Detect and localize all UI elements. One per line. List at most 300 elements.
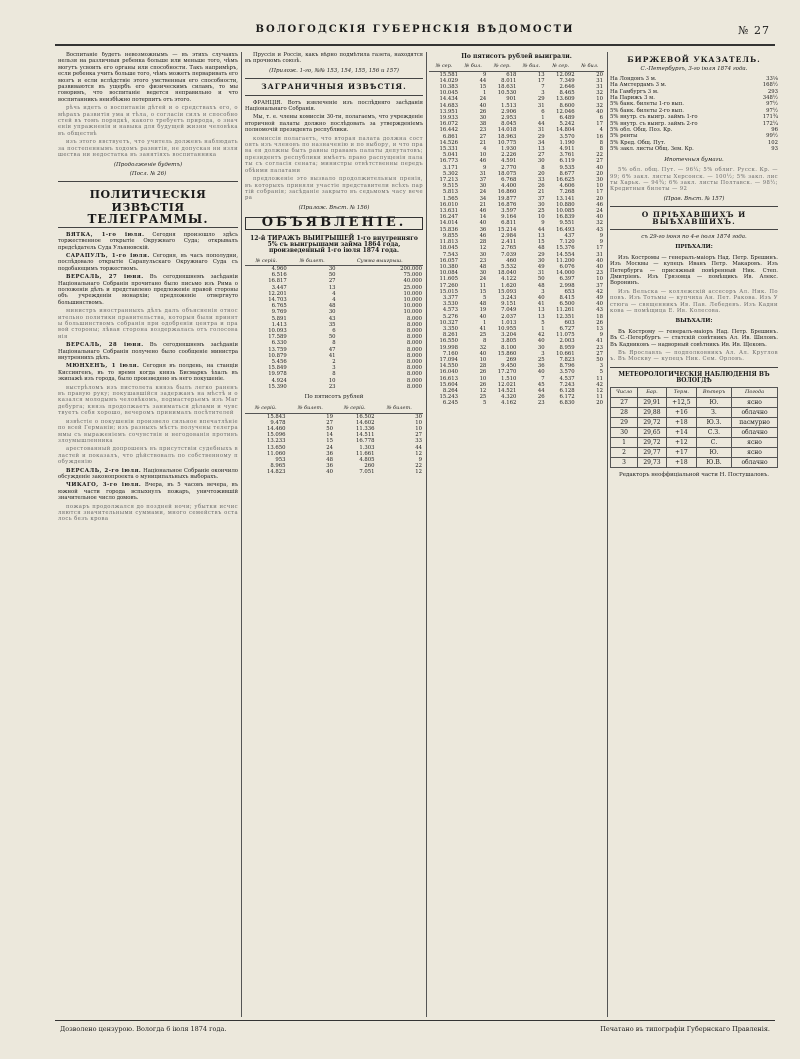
- dispatch-text: Вчера, въ 5 часовъ вечера, въ южной части города вспыхнулъ пожаръ, уничтожившій значительное число домовъ.: [58, 482, 238, 502]
- table-cell: 20: [537, 170, 545, 177]
- table-cell: 16.860: [497, 189, 517, 196]
- table-cell: 8.415: [559, 294, 575, 301]
- table-cell: 13.141: [556, 195, 575, 202]
- mortgage-index-note: (Прав. Вѣст. № 157): [663, 195, 725, 202]
- divider: [610, 367, 778, 368]
- dispatch: [58, 232, 238, 251]
- divider: [245, 95, 423, 96]
- table-cell: 12.201: [268, 290, 287, 297]
- exchange-label: 5% внутр. съ выигр. займъ 1-го: [610, 114, 698, 121]
- table-row: [429, 400, 604, 406]
- exchange-row: [610, 146, 778, 152]
- text-filler: Въ Ярославль — подполковникъ Ал. Ал. Кругловъ. Въ Москву — купецъ Ник. Сем. Орловъ.: [610, 350, 778, 363]
- table-cell: 7.268: [559, 189, 575, 196]
- exchange-label: 5% ренты: [610, 133, 638, 140]
- table-cell: 9.535: [559, 164, 575, 171]
- table-cell: 10: [415, 426, 422, 433]
- table-cell: 10.530: [497, 90, 517, 97]
- table-cell: 31: [596, 251, 603, 258]
- table-cell: 16.778: [355, 438, 375, 445]
- table-cell: 10: [596, 183, 603, 190]
- table-cell: З.: [696, 407, 731, 417]
- table-cell: 8.000: [406, 383, 422, 390]
- table-cell: 7.120: [559, 239, 575, 246]
- table-cell: 30: [328, 309, 336, 316]
- exchange-value: 172¼: [762, 120, 778, 127]
- table-cell: 27: [596, 350, 603, 357]
- table-cell: 7.051: [359, 469, 375, 476]
- table-cell: 1.513: [501, 102, 517, 109]
- table-cell: 20: [596, 170, 603, 177]
- table-cell: 2: [611, 447, 638, 457]
- table-cell: 50: [537, 276, 545, 283]
- table-row: [245, 384, 423, 390]
- table-cell: 19.978: [268, 371, 287, 378]
- table-cell: 48: [326, 457, 333, 464]
- table-cell: 10: [415, 419, 422, 426]
- table-cell: 8.011: [501, 77, 517, 84]
- table-cell: 9: [482, 164, 487, 171]
- table-cell: пасмурно: [732, 417, 778, 427]
- table-cell: 27: [328, 278, 336, 285]
- text-filler: Изъ Вельска — коллежскій ассесоръ Ал. Ник. Поповъ. Изъ Тотьмы — купчиха Ан. Пет. Ракова. Изъ Устюга — священникъ Ив. Пав. Лебедевъ. Изъ Кадникова — помѣщица Е. Ив. Колесова.: [610, 288, 778, 314]
- table-cell: 5.456: [271, 359, 287, 365]
- table-cell: 11: [596, 394, 603, 401]
- meteo-table: [610, 387, 778, 468]
- column-header: Число: [611, 387, 638, 397]
- table-cell: 7.049: [501, 307, 517, 314]
- table-cell: 8.100: [501, 344, 517, 351]
- table-cell: 14.823: [266, 469, 286, 476]
- table-cell: 6: [599, 115, 603, 122]
- table-cell: 13: [537, 232, 545, 239]
- table-cell: 1.930: [501, 146, 517, 153]
- table-cell: 14.434: [439, 96, 459, 103]
- table-cell: 31: [596, 84, 603, 91]
- table-cell: 6.489: [559, 115, 575, 122]
- table-cell: 12: [415, 469, 422, 476]
- table-cell: 10.045: [439, 90, 459, 97]
- table-cell: 17.589: [268, 334, 287, 341]
- table-cell: 7: [541, 84, 545, 91]
- table-cell: 1: [541, 325, 545, 332]
- table-cell: 15.390: [268, 383, 287, 390]
- table-header-row: [245, 257, 423, 266]
- table-cell: 11.075: [556, 332, 575, 339]
- table-cell: 11.060: [266, 450, 286, 457]
- table-cell: 16.839: [556, 214, 575, 221]
- table-cell: 3.570: [559, 369, 575, 376]
- table-cell: 45: [537, 381, 545, 388]
- text-filler: изъ этого явствуетъ, что учитель долженъ наблюдать за постепеннымъ ходомъ развитія, не допуская ни излишества ни недостатка въ занятіяхъ воспитанника: [58, 139, 238, 159]
- dispatch: [58, 274, 238, 306]
- table-cell: 3.570: [559, 133, 575, 140]
- table-cell: 17.260: [439, 282, 459, 289]
- table-cell: 3: [332, 365, 336, 372]
- column-header: № сер.: [546, 62, 576, 71]
- table-cell: 9: [599, 232, 603, 239]
- table-cell: 6.500: [559, 301, 575, 308]
- table-cell: 40: [537, 369, 545, 376]
- table-cell: 50: [596, 356, 603, 363]
- table-cell: 9.151: [501, 301, 517, 308]
- table-cell: 14.554: [556, 251, 575, 258]
- table-cell: 1: [541, 115, 545, 122]
- table-cell: 7: [541, 375, 545, 382]
- table-cell: 11.336: [355, 426, 375, 433]
- table-cell: 40: [479, 350, 487, 357]
- table-cell: 36: [326, 450, 333, 457]
- table-cell: 3: [611, 457, 638, 467]
- table-cell: 16.817: [268, 278, 287, 285]
- table-cell: 10: [596, 276, 603, 283]
- table-cell: 29,72: [638, 437, 667, 447]
- table-cell: 2.998: [559, 282, 575, 289]
- table-cell: 6.076: [559, 263, 575, 270]
- table-cell: 17.213: [439, 177, 459, 184]
- top-paragraph: Пруссія и Россія, какъ вѣрно подмѣтила газета, находятся въ прочномъ союзѣ.: [245, 52, 423, 65]
- table-cell: 43: [596, 307, 603, 314]
- table-cell: 1.565: [442, 195, 459, 202]
- table-cell: 14.521: [497, 387, 517, 394]
- table-cell: 6.128: [559, 387, 575, 394]
- dispatch-place: ВЯТКА, 1-го іюля.: [66, 231, 145, 238]
- column-header: № билет.: [376, 404, 423, 413]
- table-cell: 30: [596, 177, 603, 184]
- table-cell: 25: [537, 208, 545, 215]
- table-cell: 26: [479, 108, 487, 115]
- politics-heading: ПОЛИТИЧЕСКІЯ ИЗВѢСТІЯ: [89, 188, 207, 215]
- table-cell: 12: [479, 245, 487, 252]
- table-cell: 35: [328, 321, 336, 328]
- table-cell: 7.349: [559, 77, 575, 84]
- foreign-news-heading: ЗАГРАНИЧНЫЯ ИЗВѢСТІЯ.: [261, 82, 407, 92]
- dispatch-place: ЧИКАГО, 3-го іюля.: [66, 482, 142, 489]
- table-cell: 40: [596, 263, 603, 270]
- table-cell: 14.511: [355, 432, 375, 439]
- table-cell: 901: [506, 96, 517, 103]
- table-cell: 20: [596, 71, 603, 78]
- table-cell: 9: [482, 71, 487, 78]
- table-cell: 15.214: [497, 226, 517, 233]
- table-cell: 43: [328, 315, 336, 322]
- table-cell: 12: [596, 387, 603, 394]
- table-cell: 9.769: [271, 309, 287, 316]
- top-index-note: (Прилож. 1-го, №№ 153, 154, 155, 156 и 157): [269, 67, 399, 74]
- exchange-list: [610, 76, 778, 153]
- top-rule: [55, 44, 775, 46]
- table-cell: 13: [328, 284, 336, 291]
- table-row: [245, 469, 423, 475]
- table-cell: 23: [537, 400, 545, 407]
- table-cell: 8.000: [406, 334, 422, 341]
- table-cell: 3.761: [559, 152, 575, 159]
- table-cell: +18: [666, 457, 696, 467]
- winnings-table-heading: По пятисотъ рублей выиграли.: [461, 53, 572, 60]
- table-cell: 24: [479, 276, 487, 283]
- table-cell: 20: [596, 195, 603, 202]
- table-cell: 26: [537, 394, 545, 401]
- table-cell: 10.380: [439, 263, 459, 270]
- table-cell: 8.264: [442, 387, 459, 394]
- table-cell: 4.162: [501, 400, 517, 407]
- table-cell: 1.303: [359, 444, 375, 451]
- table-cell: 16: [596, 133, 603, 140]
- table-cell: 8.000: [406, 377, 422, 384]
- table-cell: 4.320: [501, 394, 517, 401]
- column-1: [58, 52, 238, 1012]
- table-cell: 2.037: [501, 313, 517, 320]
- table-cell: 30: [479, 115, 487, 122]
- table-cell: 11.813: [439, 239, 459, 246]
- text-filler: выстрѣломъ изъ пистолета князь былъ легко раненъ въ правую руку; покушавшійся задержанъ на мѣстѣ и оказался молодымъ человѣкомъ, подмастерьемъ изъ Магдебурга; князь продолжаетъ заниматься дѣлами и чувствуетъ себя хорошо, вечеромъ принималъ посѣтителей: [58, 384, 238, 417]
- table-cell: 18: [596, 313, 603, 320]
- column-header: № серій.: [245, 404, 287, 413]
- table-cell: 15.015: [439, 288, 459, 295]
- table-cell: 25.000: [403, 284, 422, 291]
- table-cell: 10.084: [439, 270, 459, 277]
- table-cell: 40: [596, 108, 603, 115]
- table-cell: 31: [537, 270, 545, 277]
- table-cell: 5: [482, 400, 487, 407]
- table-cell: 46: [596, 201, 603, 208]
- column-3: [429, 52, 604, 1012]
- dispatch: [58, 363, 238, 382]
- table-cell: 10.000: [403, 303, 422, 310]
- table-cell: 15.860: [497, 350, 517, 357]
- table-cell: 2.646: [559, 84, 575, 91]
- departures-list: Въ Кострому — генералъ-маіоръ Над. Петр. Брешинъ. Въ С.-Петербургъ — статскій совѣтникъ Ал. Ив. Шиловъ. Въ Кадниковъ — надворный совѣтникъ Ив. Ив. Щековъ.: [610, 328, 778, 348]
- table-cell: 8.796: [559, 363, 575, 370]
- table-cell: 618: [506, 71, 517, 78]
- table-cell: 32: [596, 220, 603, 227]
- table-cell: 3.597: [501, 208, 517, 215]
- text-filler: пожаръ продолжался до поздней ночи; убытки исчисляются значительными суммами, много семействъ осталось безъ крова: [58, 503, 238, 523]
- table-cell: 12.351: [556, 313, 575, 320]
- table-cell: 8.000: [406, 340, 422, 347]
- table-cell: 5.891: [271, 315, 287, 322]
- table-cell: 8: [332, 371, 336, 378]
- lottery-table: [245, 257, 423, 390]
- foreign-news-paragraph: Мы, т. е. члены комиссіи 30-ти, полагаемъ, что учрежденіе вторичной палаты должно послѣдовать за утвержденіемъ полномочій президента республики.: [245, 114, 423, 134]
- table-cell: 15.243: [439, 394, 459, 401]
- table-cell: 1.013: [501, 319, 517, 326]
- table-cell: 21: [537, 189, 545, 196]
- table-cell: 40: [537, 338, 545, 345]
- table-cell: 8: [599, 146, 603, 153]
- table-cell: 37: [596, 282, 603, 289]
- announcements-heading: ОБЪЯВЛЕНІЕ.: [245, 217, 423, 229]
- table-cell: 13: [596, 325, 603, 332]
- exchange-heading: БИРЖЕВОЙ УКАЗАТЕЛЬ.: [627, 55, 761, 64]
- index-note: (Посл. № 26): [129, 170, 167, 177]
- table-cell: 29,77: [638, 447, 667, 457]
- table-cell: 8.000: [406, 327, 422, 334]
- dispatch: [58, 482, 238, 501]
- dispatch-place: САРАПУЛЪ, 1-го іюля.: [66, 252, 150, 259]
- table-cell: 15: [479, 84, 487, 91]
- table-cell: 10.879: [268, 352, 287, 359]
- table-cell: 9.551: [559, 220, 575, 227]
- table-cell: 25: [537, 356, 545, 363]
- table-cell: 3.447: [271, 284, 287, 291]
- table-cell: 7.039: [501, 251, 517, 258]
- table-cell: 24: [326, 444, 333, 451]
- table-cell: 29,72: [638, 417, 667, 427]
- table-cell: 9: [418, 457, 422, 464]
- table-cell: 13: [537, 313, 545, 320]
- table-cell: 10.085: [556, 208, 575, 215]
- exchange-label: 5% банк. билеты 2-го вып.: [610, 107, 684, 114]
- table-cell: 8.959: [559, 344, 575, 351]
- winnings-table-body: [429, 71, 604, 406]
- table-cell: 47: [328, 346, 336, 353]
- exchange-value: 33⅛: [766, 75, 778, 82]
- table-cell: 11: [596, 375, 603, 382]
- table-cell: Ю.: [696, 397, 731, 407]
- table-cell: 8.000: [406, 321, 422, 328]
- dispatch-text: Сегодня въ полдень, на станціи Киссингенъ, въ то время когда князь Бисмаркъ ѣхалъ въ экипажѣ изъ города, было произведено въ него покушеніе.: [58, 363, 238, 383]
- text-filler: 5% обл. общ. Пут. — 96¼; 5% облиг. Русск. Кр. — 99; 6% закл. листы Херсонск. — 100½; 5% закл. листы Харьк. — 94¾; 6% закл. листы Полтавск. — 98½; Кредитныя билеты — 92: [610, 167, 778, 193]
- table-cell: 16.625: [556, 177, 575, 184]
- table-cell: 6.768: [501, 177, 517, 184]
- exchange-value: 348½: [762, 95, 778, 102]
- table-cell: С.З.: [696, 427, 731, 437]
- table-cell: 8.965: [270, 463, 286, 470]
- table-cell: 40: [479, 220, 487, 227]
- column-header: Погода: [732, 387, 778, 397]
- column-header: № бил.: [459, 62, 487, 71]
- exchange-label: На Гамбургъ 3 м.: [610, 88, 659, 95]
- table-cell: 29: [537, 251, 545, 258]
- table-cell: 11.200: [556, 257, 575, 264]
- foreign-index-note: (Прилож. Вѣст. № 156): [298, 204, 370, 211]
- table-cell: 7.823: [559, 356, 575, 363]
- table-cell: 4.537: [559, 375, 575, 382]
- dispatch: [58, 342, 238, 361]
- table-cell: 3.377: [442, 294, 459, 301]
- table-cell: 3.805: [501, 338, 517, 345]
- table-cell: 7.243: [559, 381, 575, 388]
- table-cell: 1.190: [559, 139, 575, 146]
- table-cell: 13: [537, 146, 545, 153]
- text-filler: комиссія полагаетъ, что вторая палата должна состоять изъ членовъ по назначенію и по выбору, и что права ея должны быть равны правамъ палаты депутатовъ; президентъ республики имѣетъ право распущенія палаты съ согласія сената; министры отвѣтственны передъ обѣими палатами: [245, 135, 423, 174]
- table-cell: 28: [611, 407, 638, 417]
- table-cell: 10.661: [556, 350, 575, 357]
- table-cell: 30: [479, 183, 487, 190]
- table-cell: 200.000: [400, 265, 422, 272]
- table-cell: 4.400: [501, 183, 517, 190]
- table-cell: 6.830: [559, 400, 575, 407]
- table-cell: 27: [415, 432, 422, 439]
- table-cell: 16.040: [439, 369, 459, 376]
- table-cell: 9: [541, 220, 545, 227]
- table-row: [611, 437, 778, 447]
- table-cell: 16.502: [355, 413, 375, 420]
- table-cell: 31: [479, 170, 487, 177]
- table-cell: 2: [332, 359, 336, 365]
- bottom-rule: [55, 1020, 775, 1021]
- table-cell: 3.171: [442, 164, 459, 171]
- table-cell: 8.000: [406, 371, 422, 378]
- table-cell: 32: [596, 90, 603, 97]
- table-cell: 14: [479, 214, 487, 221]
- table-cell: 15.331: [439, 146, 459, 153]
- small-prize-table: [245, 404, 423, 475]
- table-cell: 14.029: [439, 77, 459, 84]
- table-cell: 9: [599, 239, 603, 246]
- table-cell: 3: [541, 288, 545, 295]
- table-cell: 17.094: [439, 356, 459, 363]
- table-cell: 9.855: [442, 232, 459, 239]
- dispatch: [58, 253, 238, 272]
- table-cell: 17: [537, 77, 545, 84]
- exchange-label: 5% закл. листы Общ. Зем. Кр.: [610, 146, 694, 153]
- table-row: [611, 417, 778, 427]
- table-cell: 49: [537, 263, 545, 270]
- table-cell: 12.046: [556, 108, 575, 115]
- exchange-value: 99½: [766, 133, 778, 140]
- table-cell: 8: [599, 139, 603, 146]
- table-cell: 15.849: [268, 365, 287, 372]
- table-header-row: [245, 404, 423, 413]
- small-prize-table-body: [245, 413, 423, 476]
- table-cell: 46: [479, 158, 487, 165]
- table-cell: 23: [328, 383, 336, 390]
- table-cell: 16.057: [439, 257, 459, 264]
- table-cell: 16.247: [439, 214, 459, 221]
- table-cell: 40: [326, 469, 333, 476]
- table-cell: 46: [479, 232, 487, 239]
- dispatch-text: Въ сегодняшнемъ засѣданіи Національнаго Собранія прочитано было письмо изъ Рима о положеніи дѣлъ и представлено предложеніе правой стороны объ учрежденіи монархіи; предложеніе отвергнуто большинствомъ.: [58, 274, 238, 306]
- table-row: [245, 413, 423, 420]
- table-cell: 6.172: [559, 394, 575, 401]
- table-cell: 5: [599, 369, 603, 376]
- column-rule: [241, 52, 242, 1017]
- table-cell: 30: [415, 413, 422, 420]
- table-cell: 10: [479, 356, 487, 363]
- table-cell: 6.245: [442, 400, 459, 407]
- divider: [58, 181, 238, 182]
- table-cell: 6.861: [442, 133, 459, 140]
- censor-line: Дозволено цензурою. Вологда 6 іюля 1874 года.: [60, 1025, 227, 1033]
- table-cell: 48: [479, 263, 487, 270]
- table-cell: 10.775: [497, 139, 517, 146]
- table-cell: 953: [275, 457, 286, 464]
- table-cell: 19.877: [497, 195, 517, 202]
- table-cell: 37: [537, 195, 545, 202]
- table-cell: 49: [596, 294, 603, 301]
- table-cell: 21: [479, 139, 487, 146]
- table-cell: 24: [596, 208, 603, 215]
- table-cell: 8.045: [501, 121, 517, 128]
- table-cell: 29,91: [638, 397, 667, 407]
- table-cell: 13.759: [268, 346, 287, 353]
- table-cell: 2.003: [559, 338, 575, 345]
- table-cell: 29,88: [638, 407, 667, 417]
- table-cell: 8.000: [406, 346, 422, 353]
- table-row: [245, 265, 423, 272]
- table-cell: 9.450: [501, 363, 517, 370]
- table-cell: 13.609: [556, 96, 575, 103]
- dispatch-text: Сегодня, въ часъ пополудни, послѣдовало открытіе Сарапульскаго Окружнаго Суда съ подобающимъ торжествомъ.: [58, 252, 238, 272]
- table-cell: 22: [415, 463, 422, 470]
- table-row: [611, 427, 778, 437]
- table-cell: +18: [666, 417, 696, 427]
- table-cell: 31: [596, 77, 603, 84]
- table-cell: 26: [596, 319, 603, 326]
- table-cell: 1: [482, 319, 487, 326]
